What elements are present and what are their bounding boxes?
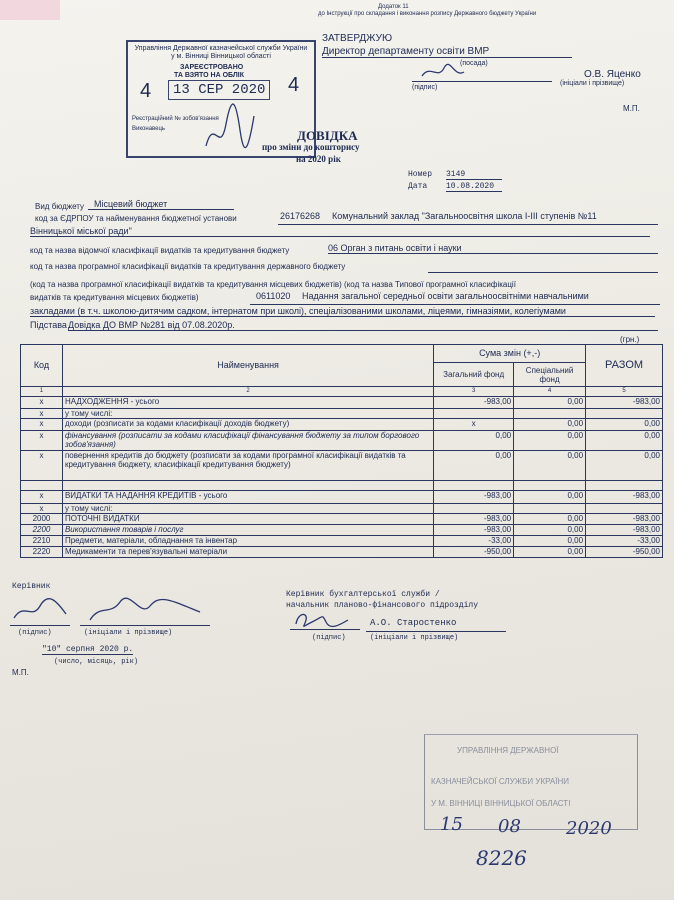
stamp-date: 13 СЕР 2020 [168,80,270,100]
colnum-4: 4 [514,387,586,397]
row-code: x [21,451,63,481]
handwritten-month: 08 [498,816,521,837]
budget-type-value: Місцевий бюджет [88,199,234,210]
row-code: 2000 [21,514,63,525]
date-value: 10.08.2020 [446,182,502,192]
date-label: Дата [408,182,428,191]
header-total: РАЗОМ [586,345,663,387]
accountant-sign-line [290,628,360,630]
approval-name: О.В. Яценко [584,69,641,80]
handwritten-year: 2020 [566,818,612,839]
treasury-line2: КАЗНАЧЕЙСЬКОЇ СЛУЖБИ УКРАЇНИ [431,777,569,786]
changes-table [20,344,663,558]
head-sign-line [10,624,70,626]
basis-value: Довідка ДО ВМР №281 від 07.08.2020р. [68,320,658,331]
local-label-1: (код та назва програмної класифікації видатків та кредитування місцевих бюджетів) (код та назва Типової програмної класифікації [30,280,516,289]
edrpou-line [278,223,658,225]
sign-date-value: "10" серпня 2020 р. [42,645,134,654]
row-special: 0,00 [514,491,586,504]
row-general: -983,00 [434,397,514,409]
table-row [21,481,663,491]
stamp-executor-label: Виконавець [132,126,166,132]
table-row [21,419,663,431]
row-general [434,504,514,514]
row-total: -983,00 [586,491,663,504]
head-label: Керівник [12,582,51,591]
stamp-reg-label: Реєстраційний № зобов'язання [132,116,219,122]
row-code: 2220 [21,547,63,558]
approval-mp: М.П. [623,104,640,113]
institution-name: Комунальний заклад "Загальноосвітня школа I-III ступенів №11 [332,211,597,221]
accountant-label-1: Керівник бухгалтерської служби / [286,590,440,599]
department-label: код та назва відомчої класифікації видатків та кредитування бюджету [30,246,290,255]
row-special [514,504,586,514]
treasury-line3: У М. ВІННИЦІ ВІННИЦЬКОЇ ОБЛАСТІ [431,799,571,808]
row-special: 0,00 [514,547,586,558]
treasury-line1: УПРАВЛІННЯ ДЕРЖАВНОЇ [457,746,559,755]
handwritten-day: 15 [440,814,463,835]
colnum-2: 2 [62,387,433,397]
row-total: -33,00 [586,536,663,547]
row-general: -33,00 [434,536,514,547]
budget-type-label: Вид бюджету [35,202,85,211]
row-total: -983,00 [586,397,663,409]
accountant-label-2: начальник планово-фінансового підрозділу [286,601,479,610]
row-name: Використання товарів і послуг [62,525,433,536]
stamp-registered: ЗАРЕЄСТРОВАНО [180,64,244,71]
row-total: -950,00 [586,547,663,558]
units-label: (грн.) [620,335,640,344]
handwritten-number: 8226 [476,846,527,870]
approval-sign-caption: (підпис) [412,84,438,91]
row-total: 0,00 [586,419,663,431]
table-row [21,409,663,419]
number-label: Номер [408,170,433,179]
table-row [21,431,663,451]
doc-title: ДОВІДКА [297,128,358,143]
accountant-sign-caption: (підпис) [312,634,346,642]
table-row [21,451,663,481]
head-signature [10,596,210,626]
accountant-initials-caption: (ініціали і прізвище) [370,634,459,642]
doc-subtitle: про зміни до кошторису [262,142,360,152]
accountant-signature [292,610,352,630]
row-name: ПОТОЧНІ ВИДАТКИ [62,514,433,525]
row-code: x [21,409,63,419]
row-general [434,481,514,491]
header-general: Загальний фонд [434,363,514,387]
row-general: 0,00 [434,451,514,481]
row-code: x [21,491,63,504]
colnum-1: 1 [21,387,63,397]
annex-line2: до Інструкції про складання і виконання розпису Державного бюджету України [318,11,537,17]
local-line [250,303,660,305]
row-code: 2200 [21,525,63,536]
row-general: -983,00 [434,514,514,525]
row-total: -983,00 [586,525,663,536]
local-text: Надання загальної середньої освіти загальноосвітніми навчальними [302,291,589,301]
row-total [586,481,663,491]
row-total [586,409,663,419]
approval-position-caption: (посада) [460,60,488,67]
table-row [21,397,663,409]
row-special [514,481,586,491]
row-total: -983,00 [586,514,663,525]
edrpou-value: 26176268 [280,211,321,221]
sign-mp: М.П. [12,668,29,677]
table-row [21,504,663,514]
row-name: повернення кредитів до бюджету (розписати за кодами програмної класифікації видатків та кредитування бюджету, класифікації кредитування бюджету) [62,451,433,481]
row-code [21,481,63,491]
row-name: у тому числі: [62,504,433,514]
department-value: 06 Орган з питань освіти і науки [328,243,658,254]
annex-line1: Додаток 11 [378,4,409,10]
row-name: фінансування (розписати за кодами класифікації фінансування бюджету за типом боргового зобов'язання) [62,431,433,451]
accountant-name-line [366,630,506,632]
row-code: x [21,419,63,431]
table-row [21,514,663,525]
stamp-signature [200,96,260,156]
row-general: -983,00 [434,525,514,536]
head-initials-caption: (ініціали і прізвище) [84,629,173,637]
sign-date-caption: (число, місяць, рік) [54,658,139,666]
header-special: Спеціальний фонд [514,363,586,387]
row-total [586,504,663,514]
colnum-5: 5 [586,387,663,397]
colnum-3: 3 [434,387,514,397]
number-value: 3149 [446,170,502,180]
stamp-taken: ТА ВЗЯТО НА ОБЛІК [174,72,245,79]
row-general: x [434,419,514,431]
row-special: 0,00 [514,536,586,547]
edrpou-label: код за ЄДРПОУ та найменування бюджетної установи [35,214,237,223]
local-text-2: закладами (в т.ч. школою-дитячим садком, інтернатом при школі), спеціалізованими школами, ліцеями, гімназіями, колегіумами [30,306,655,317]
basis-label: Підстава [30,320,67,330]
local-code: 0611020 [256,291,291,301]
doc-year: на 2020 рік [296,154,341,164]
row-code: x [21,431,63,451]
stamp-num-left: 4 [140,80,152,102]
row-code: x [21,397,63,409]
row-name [62,481,433,491]
row-special: 0,00 [514,419,586,431]
row-special: 0,00 [514,514,586,525]
local-label-2: видатків та кредитування місцевих бюджетів) [30,293,199,302]
header-code: Код [21,345,63,387]
table-row [21,491,663,504]
row-total: 0,00 [586,451,663,481]
row-name: ВИДАТКИ ТА НАДАННЯ КРЕДИТІВ - усього [62,491,433,504]
stamp-org: Управління Державної казначейської служби України у м. Вінниці Вінницької області [134,45,308,60]
row-special: 0,00 [514,397,586,409]
row-special [514,409,586,419]
row-special: 0,00 [514,431,586,451]
header-sum: Сума змін (+,-) [434,345,586,363]
head-sign-caption: (підпис) [18,629,52,637]
row-code: x [21,504,63,514]
head-initials-line [80,624,210,626]
row-name: у тому числі: [62,409,433,419]
row-name: доходи (розписати за кодами класифікації доходів бюджету) [62,419,433,431]
accountant-name: А.О. Старостенко [370,618,457,628]
approval-title: ЗАТВЕРДЖУЮ [322,33,393,44]
approval-signature [420,62,480,82]
table-row [21,536,663,547]
row-special: 0,00 [514,525,586,536]
row-general: 0,00 [434,431,514,451]
table-row [21,525,663,536]
row-name: Медикаменти та перев'язувальні матеріали [62,547,433,558]
program-line [428,271,658,273]
row-special: 0,00 [514,451,586,481]
pink-paper-corner [0,0,60,20]
program-label: код та назва програмної класифікації видатків та кредитування державного бюджету [30,262,346,271]
row-general [434,409,514,419]
row-code: 2210 [21,536,63,547]
row-total: 0,00 [586,431,663,451]
row-name: Предмети, матеріали, обладнання та інвентар [62,536,433,547]
stamp-num-right: 4 [288,74,300,96]
header-name: Найменування [62,345,433,387]
row-general: -950,00 [434,547,514,558]
institution-name-cont: Вінницької міської ради" [30,226,650,237]
approval-position: Директор департаменту освіти ВМР [322,46,572,58]
approval-name-caption: (ініціали і прізвище) [560,80,625,87]
row-name: НАДХОДЖЕННЯ - усього [62,397,433,409]
table-row [21,547,663,558]
row-general: -983,00 [434,491,514,504]
